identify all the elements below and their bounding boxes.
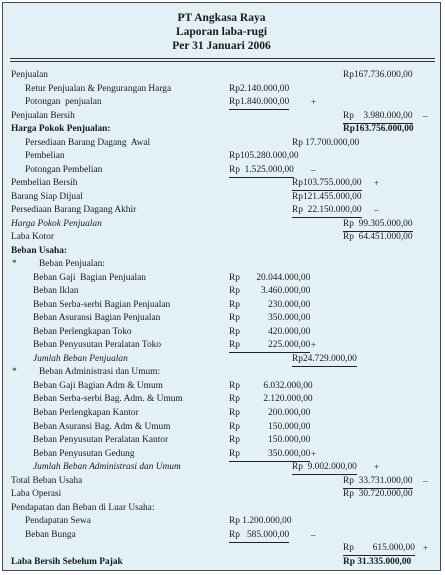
statement-row bbox=[3, 245, 440, 258]
row-label: Persediaan Barang Dagang Awal bbox=[25, 137, 151, 148]
row-amount-c1: Rp 225.000,00 bbox=[229, 339, 310, 353]
statement-row bbox=[3, 475, 440, 488]
row-label: Jumlah Beban Penjualan bbox=[33, 353, 128, 364]
row-label: Retur Penjualan & Pengurangan Harga bbox=[25, 83, 172, 94]
statement-row bbox=[3, 515, 440, 528]
row-label: Beban Penyusutan Gedung bbox=[33, 448, 135, 459]
statement-row bbox=[3, 204, 440, 217]
statement-row bbox=[3, 421, 440, 434]
row-amount-c1: Rp 1.525.000,00 bbox=[229, 164, 294, 178]
row-operator: – bbox=[423, 110, 428, 121]
statement-row bbox=[3, 339, 440, 352]
statement-row bbox=[3, 69, 440, 82]
statement-row bbox=[3, 231, 440, 244]
row-label: Beban Asuransi Bagian Penjualan bbox=[33, 313, 161, 324]
row-operator: – bbox=[374, 205, 379, 216]
row-label: Beban Penyusutan Peralatan Kantor bbox=[33, 435, 169, 446]
statement-row bbox=[3, 380, 440, 393]
statement-row bbox=[3, 177, 440, 190]
report-title: Laporan laba-rugi bbox=[175, 26, 268, 38]
row-amount-c3: Rp167.736.000,00 bbox=[343, 70, 413, 80]
row-label: Beban Penjualan: bbox=[39, 259, 105, 270]
row-amount-c3: Rp 33.731.000,00 bbox=[343, 475, 413, 489]
row-label: Beban Gaji Bagian Adm & Umum bbox=[33, 380, 163, 391]
row-label: Harga Pokok Penjualan: bbox=[11, 124, 111, 135]
row-label: Laba Kotor bbox=[11, 232, 54, 243]
row-amount-c1: Rp 585.000,00 bbox=[229, 529, 289, 543]
statement-row bbox=[3, 502, 440, 515]
statement-row bbox=[3, 448, 440, 461]
row-bullet: * bbox=[12, 367, 17, 378]
row-amount-c1: Rp2.140.000,00 bbox=[229, 83, 290, 94]
row-label: Beban Penyusutan Peralatan Toko bbox=[33, 340, 162, 351]
row-label: Jumlah Beban Administrasi dan Umum bbox=[33, 462, 181, 473]
statement-row bbox=[3, 434, 440, 447]
income-statement-sheet bbox=[2, 2, 441, 571]
row-amount-c1: Rp 3.460.000,00 bbox=[229, 286, 311, 297]
row-label: Beban Perlengkapan Toko bbox=[33, 326, 132, 337]
row-amount-c1: Rp 350.000,00 bbox=[229, 448, 310, 462]
statement-row bbox=[3, 96, 440, 109]
row-amount-c1: Rp 6.032.000,00 bbox=[229, 380, 313, 391]
row-amount-c1: Rp1.840.000,00 bbox=[229, 96, 289, 110]
row-amount-c2: Rp 9.002.000,00 bbox=[292, 461, 357, 475]
statement-row bbox=[3, 285, 440, 298]
row-label: Pendapatan dan Beban di Luar Usaha: bbox=[11, 502, 155, 513]
row-amount-c3: Rp 3.980.000,00 bbox=[343, 110, 413, 124]
row-amount-c2: Rp 22.150.000,00 bbox=[292, 204, 362, 218]
row-amount-c1: Rp 230.000,00 bbox=[229, 299, 311, 310]
double-rule-top bbox=[10, 58, 435, 59]
statement-row bbox=[3, 110, 440, 123]
row-amount-c3: Rp 30.720.000,00 bbox=[343, 489, 413, 500]
statement-row bbox=[3, 366, 440, 379]
row-label: Pembelian Bersih bbox=[11, 178, 78, 189]
row-label: Laba Bersih Sebelum Pajak bbox=[11, 556, 123, 567]
row-bullet: * bbox=[12, 259, 17, 270]
statement-row bbox=[3, 461, 440, 474]
row-label: Penjualan Bersih bbox=[11, 110, 75, 121]
statement-row bbox=[3, 258, 440, 271]
row-label: Pembelian bbox=[25, 151, 65, 162]
row-amount-c1: Rp 1.200.000,00 bbox=[229, 516, 292, 527]
row-operator: + bbox=[311, 448, 317, 459]
statement-row bbox=[3, 299, 440, 312]
row-operator: – bbox=[311, 164, 316, 175]
statement-row bbox=[3, 164, 440, 177]
row-amount-c2: Rp 17.700.000,00 bbox=[292, 137, 360, 148]
statement-row bbox=[3, 326, 440, 339]
row-label: Beban Iklan bbox=[33, 286, 79, 297]
statement-row bbox=[3, 218, 440, 231]
statement-row bbox=[3, 272, 440, 285]
row-label: Beban Serba-serbi Bag. Adm. & Umum bbox=[33, 394, 183, 405]
row-label: Barang Siap Dijual bbox=[11, 191, 83, 202]
row-amount-c1: Rp 150.000,00 bbox=[229, 421, 311, 432]
row-label: Total Beban Usaha bbox=[11, 475, 83, 486]
row-label: Beban Bunga bbox=[25, 529, 76, 540]
statement-row bbox=[3, 150, 440, 163]
row-operator: + bbox=[311, 340, 317, 351]
row-operator: – bbox=[311, 529, 316, 540]
row-amount-c1: Rp 350.000,00 bbox=[229, 313, 311, 324]
row-amount-c3: Rp 99.305.000,00 bbox=[343, 218, 413, 232]
row-amount-c2: Rp121.455.000,00 bbox=[292, 191, 362, 202]
row-amount-c1: Rp 200.000,00 bbox=[229, 408, 311, 418]
row-label: Beban Gaji Bagian Penjualan bbox=[33, 272, 146, 283]
statement-row bbox=[3, 529, 440, 542]
row-label: Potongan penjualan bbox=[25, 97, 102, 108]
statement-row bbox=[3, 556, 440, 569]
company-name: PT Angkasa Raya bbox=[177, 12, 266, 24]
row-label: Beban Usaha: bbox=[11, 245, 68, 256]
row-label: Beban Serba-serbi Bagian Penjualan bbox=[33, 299, 171, 310]
row-label: Harga Pokok Penjualan bbox=[11, 218, 102, 229]
row-operator: + bbox=[374, 178, 380, 189]
row-label: Penjualan bbox=[11, 70, 48, 80]
row-amount-c1: Rp 420.000,00 bbox=[229, 326, 311, 337]
row-operator: + bbox=[423, 543, 429, 554]
statement-row bbox=[3, 83, 440, 96]
statement-row bbox=[3, 542, 440, 555]
statement-row bbox=[3, 488, 440, 501]
row-amount-c3: Rp 31.335.000,00 bbox=[343, 556, 412, 567]
report-period: Per 31 Januari 2006 bbox=[172, 40, 271, 52]
row-label: Persediaan Barang Dagang Akhir bbox=[11, 205, 137, 216]
row-label: Beban Perlengkapan Kantor bbox=[33, 408, 139, 418]
row-amount-c1: Rp 2.120.000,00 bbox=[229, 394, 313, 405]
statement-row bbox=[3, 393, 440, 406]
row-amount-c2: Rp103.755.000,00 bbox=[292, 177, 362, 191]
statement-row bbox=[3, 312, 440, 325]
statement-row bbox=[3, 123, 440, 136]
row-amount-c1: Rp 150.000,00 bbox=[229, 435, 311, 446]
row-operator: – bbox=[423, 475, 428, 486]
row-amount-c3: Rp 615.000,00 bbox=[343, 542, 415, 556]
row-operator: + bbox=[374, 462, 380, 473]
row-amount-c1: Rp 20.044.000,00 bbox=[229, 272, 311, 283]
row-label: Beban Asuransi Bag. Adm & Umum bbox=[33, 421, 171, 432]
statement-row bbox=[3, 137, 440, 150]
row-operator: + bbox=[311, 97, 317, 108]
statement-row bbox=[3, 353, 440, 366]
statement-row bbox=[3, 191, 440, 204]
row-amount-c2: Rp24.729.000,00 bbox=[292, 353, 357, 367]
row-label: Laba Operasi bbox=[11, 489, 62, 500]
row-label: Beban Administrasi dan Umum: bbox=[39, 367, 161, 378]
row-label: Pendapatan Sewa bbox=[25, 516, 91, 527]
statement-row bbox=[3, 407, 440, 420]
row-amount-c3: Rp 64.451.000,00 bbox=[343, 232, 413, 243]
row-label: Potongan Pembelian bbox=[25, 164, 103, 175]
row-amount-c3: Rp163.756.000,00 bbox=[343, 124, 414, 135]
row-amount-c1: Rp105.280.000,00 bbox=[229, 151, 299, 162]
double-rule-bottom bbox=[10, 61, 435, 62]
